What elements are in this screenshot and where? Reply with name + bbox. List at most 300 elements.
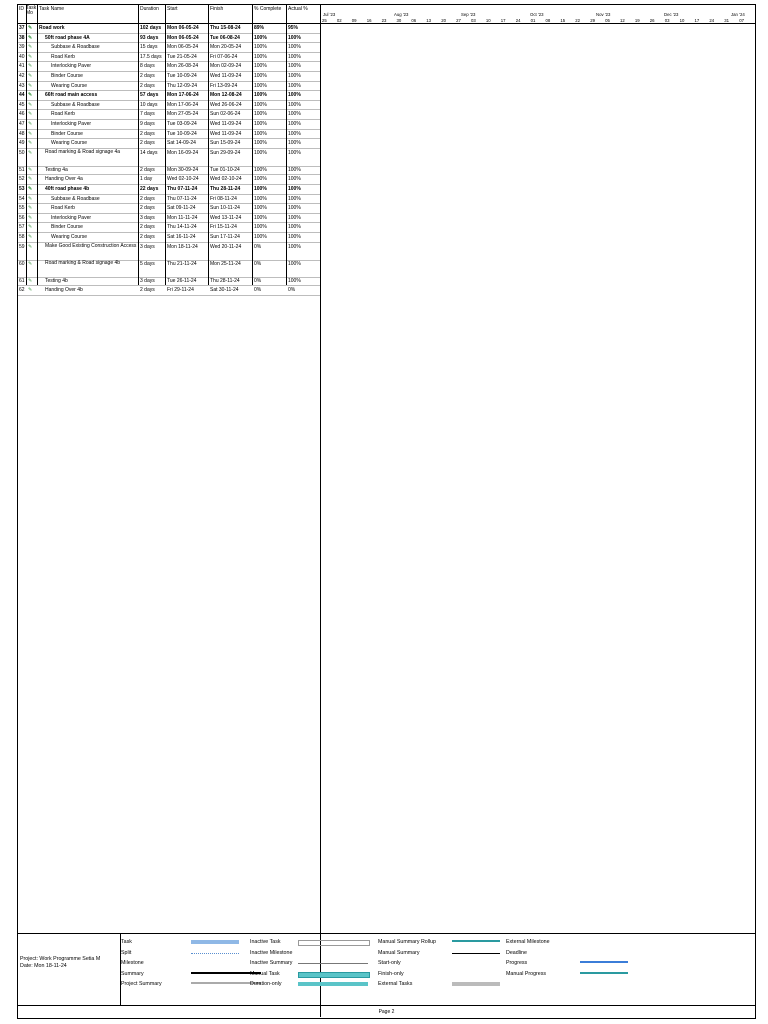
task-actual-pct: 100% <box>288 277 301 284</box>
legend-label: Manual Progress <box>506 970 547 977</box>
task-start: Mon 27-05-24 <box>167 111 199 118</box>
page-footer: Page 2 <box>18 1005 755 1018</box>
task-finish: Sun 10-11-24 <box>210 205 240 212</box>
header-id: ID <box>19 6 24 12</box>
project-name: Project: Work Programme Setia M <box>20 956 101 962</box>
task-mode-icon: ✎ <box>28 166 33 173</box>
timescale-week: 24 <box>709 18 715 23</box>
table-row[interactable] <box>18 185 321 195</box>
task-start: Mon 06-05-24 <box>167 44 199 51</box>
task-duration: 10 days <box>140 101 158 108</box>
task-duration: 2 days <box>140 82 155 89</box>
task-actual-pct: 100% <box>288 73 301 79</box>
table-row[interactable] <box>18 195 321 205</box>
task-pct-complete: 100% <box>254 111 267 118</box>
task-pct-complete: 100% <box>254 130 267 137</box>
timescale-week: 01 <box>530 18 536 23</box>
task-finish: Sun 15-09-24 <box>210 140 241 147</box>
header-actual: Actual % <box>288 6 308 12</box>
task-duration: 2 days <box>140 224 155 231</box>
task-start: Thu 21-11-24 <box>167 260 197 267</box>
table-row[interactable] <box>18 34 321 44</box>
task-start: Mon 30-09-24 <box>167 166 199 173</box>
task-duration: 2 days <box>140 205 155 212</box>
timescale-week: 26 <box>649 18 655 23</box>
header-mode: Task Mo <box>26 5 37 16</box>
task-start: Mon 17-06-24 <box>167 101 199 108</box>
task-mode-icon: ✎ <box>28 111 33 118</box>
task-pct-complete: 100% <box>254 140 267 147</box>
table-row[interactable] <box>18 91 321 101</box>
timescale-week: 30 <box>396 18 402 23</box>
task-name: Wearing Course <box>51 234 88 240</box>
task-finish: Wed 20-11-24 <box>210 243 242 250</box>
task-actual-pct: 100% <box>288 63 301 70</box>
task-mode-icon: ✎ <box>28 287 33 294</box>
timescale-week: 20 <box>441 18 446 23</box>
timescale-week: 09 <box>351 18 357 23</box>
table-row[interactable] <box>18 130 321 140</box>
timescale-month: Jan '24 <box>731 12 745 17</box>
task-duration: 3 days <box>140 243 155 250</box>
task-duration: 2 days <box>140 166 155 173</box>
task-actual-pct: 100% <box>288 111 301 118</box>
task-finish: Mon 12-08-24 <box>210 92 242 99</box>
legend <box>18 933 755 1006</box>
timescale-week: 25 <box>322 18 327 23</box>
table-row[interactable] <box>18 243 321 261</box>
timescale-month: Aug '23 <box>394 12 409 17</box>
task-mode-icon: ✎ <box>28 277 33 284</box>
timescale-week: 22 <box>575 18 581 23</box>
task-actual-pct: 100% <box>288 260 301 267</box>
legend-label: Manual Summary <box>378 949 420 956</box>
timescale-month: Dec '23 <box>664 12 679 17</box>
task-start: Tue 10-09-24 <box>167 73 197 79</box>
task-start: Mon 18-11-24 <box>167 243 198 250</box>
task-actual-pct: 100% <box>288 176 301 183</box>
legend-label: Split <box>121 949 132 956</box>
task-actual-pct: 100% <box>288 234 301 240</box>
timescale-week: 03 <box>471 18 476 23</box>
legend-swatch <box>452 940 500 942</box>
task-start: Tue 10-09-24 <box>167 130 197 137</box>
legend-label: Task <box>121 939 132 945</box>
task-finish: Tue 06-08-24 <box>210 34 240 41</box>
task-actual-pct: 100% <box>288 130 301 137</box>
row-id: 51 <box>19 166 25 173</box>
legend-label: External Milestone <box>506 939 550 945</box>
row-id: 60 <box>19 260 25 267</box>
task-name: Handing Over 4a <box>45 176 83 183</box>
task-mode-icon: ✎ <box>28 243 33 250</box>
task-mode-icon: ✎ <box>28 34 33 41</box>
table-row[interactable] <box>18 223 321 233</box>
timescale-month: Jul '23 <box>323 12 336 17</box>
row-id: 37 <box>19 25 25 31</box>
legend-item <box>378 937 436 948</box>
task-pct-complete: 100% <box>254 44 267 51</box>
timescale-week: 17 <box>694 18 700 23</box>
task-start: Tue 26-11-24 <box>167 277 197 284</box>
task-start: Fri 29-11-24 <box>167 287 194 294</box>
legend-item <box>378 969 436 980</box>
task-name: Interlocking Paver <box>51 121 92 127</box>
task-name: Binder Course <box>51 130 83 137</box>
task-mode-icon: ✎ <box>28 195 33 202</box>
row-id: 47 <box>19 121 25 127</box>
timescale-week: 16 <box>366 18 372 23</box>
table-row[interactable] <box>18 175 321 185</box>
table-row[interactable] <box>18 166 321 176</box>
task-duration: 2 days <box>140 140 155 147</box>
task-finish: Fri 13-09-24 <box>210 82 238 89</box>
task-actual-pct: 100% <box>288 92 301 99</box>
legend-label: Finish-only <box>378 970 404 977</box>
timescale <box>321 5 755 24</box>
legend-swatch <box>191 940 239 944</box>
task-actual-pct: 100% <box>288 44 301 51</box>
task-mode-icon: ✎ <box>28 140 33 147</box>
task-pct-complete: 100% <box>254 63 267 70</box>
task-finish: Wed 13-11-24 <box>210 214 242 221</box>
task-mode-icon: ✎ <box>28 130 33 137</box>
task-pct-complete: 0% <box>254 287 262 294</box>
task-name: 50ft road phase 4A <box>45 34 90 41</box>
task-duration: 3 days <box>140 214 155 221</box>
task-duration: 14 days <box>140 149 158 156</box>
task-name: Binder Course <box>51 73 83 79</box>
legend-item <box>121 958 162 969</box>
table-row[interactable] <box>18 214 321 224</box>
timescale-week: 05 <box>605 18 610 23</box>
header-start: Start <box>167 6 178 12</box>
task-pct-complete: 100% <box>254 34 267 41</box>
task-pct-complete: 89% <box>254 25 265 31</box>
task-finish: Fri 07-06-24 <box>210 53 238 60</box>
timescale-month: Nov '23 <box>596 12 611 17</box>
table-row[interactable] <box>18 82 321 92</box>
task-name: Wearing Course <box>51 82 88 89</box>
task-name: Binder Course <box>51 224 83 231</box>
task-start: Mon 11-11-24 <box>167 214 198 221</box>
task-mode-icon: ✎ <box>28 82 33 89</box>
timescale-week: 15 <box>560 18 566 23</box>
task-duration: 93 days <box>140 34 159 41</box>
task-pct-complete: 0% <box>254 243 262 250</box>
task-finish: Sun 29-09-24 <box>210 149 241 156</box>
task-mode-icon: ✎ <box>28 53 33 60</box>
table-row[interactable] <box>18 233 321 243</box>
row-id: 54 <box>19 195 25 202</box>
legend-label: Start-only <box>378 960 401 967</box>
timescale-week: 07 <box>739 18 744 23</box>
task-name: Interlocking Paver <box>51 214 92 221</box>
task-start: Tue 03-09-24 <box>167 121 197 127</box>
task-duration: 8 days <box>140 63 155 70</box>
task-mode-icon: ✎ <box>28 121 33 127</box>
timescale-week: 17 <box>500 18 506 23</box>
table-row[interactable] <box>18 120 321 130</box>
legend-item <box>378 948 436 959</box>
header-name: Task Name <box>39 6 65 12</box>
row-id: 53 <box>19 186 25 192</box>
task-finish: Mon 20-05-24 <box>210 44 242 51</box>
task-mode-icon: ✎ <box>28 92 33 99</box>
legend-label: Deadline <box>506 949 527 956</box>
table-row[interactable] <box>18 110 321 120</box>
task-pct-complete: 100% <box>254 234 267 240</box>
task-pct-complete: 100% <box>254 224 267 231</box>
task-mode-icon: ✎ <box>28 224 33 231</box>
task-actual-pct: 100% <box>288 101 301 108</box>
project-info <box>20 956 120 970</box>
task-pct-complete: 0% <box>254 277 262 284</box>
table-row[interactable] <box>18 149 321 167</box>
task-finish: Thu 28-11-24 <box>210 186 241 192</box>
row-id: 62 <box>19 287 25 294</box>
task-mode-icon: ✎ <box>28 186 33 192</box>
task-start: Mon 26-08-24 <box>167 63 199 70</box>
row-id: 50 <box>19 149 25 156</box>
row-id: 49 <box>19 140 25 147</box>
project-date: Date: Mon 18-11-24 <box>20 963 67 969</box>
row-id: 48 <box>19 130 25 137</box>
task-name: Road Kerb <box>51 53 75 60</box>
table-row[interactable] <box>18 139 321 149</box>
row-id: 57 <box>19 224 25 231</box>
task-name: Wearing Course <box>51 140 88 147</box>
row-id: 52 <box>19 176 25 183</box>
task-actual-pct: 100% <box>288 34 301 41</box>
header-duration: Duration <box>140 6 159 12</box>
legend-label: Inactive Summary <box>250 960 293 967</box>
task-actual-pct: 100% <box>288 243 301 250</box>
task-name: Subbase & Roadbase <box>51 195 100 202</box>
timescale-week: 13 <box>426 18 432 23</box>
task-actual-pct: 100% <box>288 195 301 202</box>
table-row[interactable] <box>18 53 321 63</box>
legend-swatch <box>191 953 239 954</box>
task-name: Subbase & Roadbase <box>51 44 100 51</box>
row-id: 61 <box>19 277 25 284</box>
legend-item <box>121 979 162 990</box>
task-duration: 57 days <box>140 92 159 99</box>
task-mode-icon: ✎ <box>28 205 33 212</box>
header-finish: Finish <box>210 6 224 12</box>
legend-item <box>506 958 550 969</box>
task-finish: Wed 11-09-24 <box>210 73 242 79</box>
row-id: 44 <box>19 92 25 99</box>
timescale-week: 02 <box>336 18 342 23</box>
task-start: Tue 21-05-24 <box>167 53 197 60</box>
legend-col-3 <box>378 937 436 990</box>
timescale-week: 06 <box>411 18 417 23</box>
task-finish: Wed 26-06-24 <box>210 101 242 108</box>
task-duration: 2 days <box>140 234 155 240</box>
timescale-month: Oct '23 <box>530 12 544 17</box>
task-pct-complete: 100% <box>254 214 267 221</box>
timescale-week: 29 <box>590 18 595 23</box>
task-finish: Thu 15-08-24 <box>210 25 241 31</box>
legend-swatch <box>298 972 370 978</box>
legend-item <box>250 937 292 948</box>
task-finish: Tue 01-10-24 <box>210 166 240 173</box>
table-row[interactable] <box>18 24 321 34</box>
task-name: Testing 4b <box>45 277 68 284</box>
gantt-page <box>17 4 756 1019</box>
legend-item <box>378 958 436 969</box>
task-pct-complete: 100% <box>254 101 267 108</box>
legend-item <box>250 958 292 969</box>
timescale-week: 10 <box>485 18 491 23</box>
table-row[interactable] <box>18 101 321 111</box>
legend-swatch <box>452 953 500 954</box>
legend-item <box>506 948 550 959</box>
row-id: 45 <box>19 101 25 108</box>
row-id: 38 <box>19 34 25 41</box>
task-finish: Wed 02-10-24 <box>210 176 242 183</box>
task-pct-complete: 100% <box>254 195 267 202</box>
row-id: 42 <box>19 73 25 79</box>
row-id: 43 <box>19 82 25 89</box>
timescale-week: 08 <box>545 18 551 23</box>
task-name: Road marking & Road signage 4b <box>45 259 121 266</box>
task-pct-complete: 100% <box>254 176 267 183</box>
task-start: Thu 07-11-24 <box>167 195 197 202</box>
task-actual-pct: 0% <box>288 287 296 294</box>
task-name: Road Kerb <box>51 111 75 118</box>
task-duration: 17.5 days <box>140 53 162 60</box>
task-start: Sat 14-09-24 <box>167 140 196 147</box>
task-finish: Fri 15-11-24 <box>210 224 237 231</box>
task-actual-pct: 95% <box>288 25 299 31</box>
table-row[interactable] <box>18 204 321 214</box>
timescale-week: 27 <box>456 18 461 23</box>
task-actual-pct: 100% <box>288 149 301 156</box>
table-row[interactable] <box>18 277 321 287</box>
timescale-week: 24 <box>515 18 521 23</box>
task-start: Sat 16-11-24 <box>167 234 196 240</box>
timescale-week: 12 <box>620 18 625 23</box>
task-start: Mon 06-05-24 <box>167 25 199 31</box>
task-name: Handing Over 4b <box>45 287 83 294</box>
legend-col-2 <box>250 937 292 990</box>
timescale-week: 10 <box>679 18 685 23</box>
task-actual-pct: 100% <box>288 214 301 221</box>
table-row[interactable] <box>18 62 321 72</box>
task-finish: Sat 30-11-24 <box>210 287 239 294</box>
task-mode-icon: ✎ <box>28 63 33 70</box>
legend-swatch <box>298 982 368 986</box>
legend-label: Inactive Task <box>250 939 281 945</box>
timescale-month: Sep '23 <box>461 12 476 17</box>
row-id: 39 <box>19 44 25 51</box>
task-duration: 2 days <box>140 73 155 79</box>
legend-label: Milestone <box>121 960 144 967</box>
task-mode-icon: ✎ <box>28 234 33 240</box>
task-name: Testing 4a <box>45 166 68 173</box>
task-start: Thu 07-11-24 <box>167 186 198 192</box>
legend-label: Summary <box>121 970 144 977</box>
task-mode-icon: ✎ <box>28 176 33 183</box>
timescale-week: 23 <box>381 18 387 23</box>
task-pct-complete: 0% <box>254 260 262 267</box>
task-actual-pct: 100% <box>288 186 301 192</box>
table-header <box>18 5 321 24</box>
task-name: 66ft road main access <box>45 92 98 99</box>
task-start: Mon 06-05-24 <box>167 34 199 41</box>
header-pct: % Complete <box>254 6 282 12</box>
task-duration: 22 days <box>140 186 159 192</box>
task-name: Make Good Existing Construction Access <box>45 242 137 249</box>
timescale-week: 03 <box>664 18 670 23</box>
row-id: 40 <box>19 53 25 60</box>
legend-label: Progress <box>506 960 528 967</box>
task-finish: Mon 02-09-24 <box>210 63 242 70</box>
task-pct-complete: 100% <box>254 92 267 99</box>
legend-item <box>250 979 292 990</box>
task-mode-icon: ✎ <box>28 44 33 51</box>
task-name: Interlocking Paver <box>51 63 92 70</box>
legend-swatch <box>580 972 628 974</box>
row-id: 41 <box>19 63 25 70</box>
table-row[interactable] <box>18 286 321 296</box>
task-finish: Wed 11-09-24 <box>210 130 242 137</box>
legend-label: Duration-only <box>250 981 282 988</box>
legend-label: Inactive Milestone <box>250 949 293 956</box>
legend-item <box>506 937 550 948</box>
legend-label: External Tasks <box>378 981 413 988</box>
task-duration: 3 days <box>140 277 155 284</box>
task-actual-pct: 100% <box>288 140 301 147</box>
legend-item <box>250 969 292 980</box>
table-row[interactable] <box>18 260 321 278</box>
legend-swatch <box>580 961 628 963</box>
task-pct-complete: 100% <box>254 82 267 89</box>
task-actual-pct: 100% <box>288 121 301 127</box>
task-start: Sat 09-11-24 <box>167 205 196 212</box>
row-id: 46 <box>19 111 25 118</box>
task-duration: 1 day <box>140 176 153 183</box>
task-mode-icon: ✎ <box>28 214 33 221</box>
legend-item <box>121 937 162 948</box>
legend-swatch <box>298 940 370 946</box>
task-actual-pct: 100% <box>288 205 301 212</box>
legend-swatch <box>298 963 368 964</box>
task-actual-pct: 100% <box>288 82 301 89</box>
task-duration: 2 days <box>140 287 155 294</box>
row-id: 58 <box>19 234 25 240</box>
task-name: Road work <box>39 25 65 31</box>
legend-label: Manual Task <box>250 970 280 977</box>
legend-swatch <box>452 982 500 986</box>
task-duration: 2 days <box>140 130 155 137</box>
task-mode-icon: ✎ <box>28 25 33 31</box>
task-finish: Fri 08-11-24 <box>210 195 237 202</box>
task-pct-complete: 100% <box>254 205 267 212</box>
task-duration: 5 days <box>140 260 155 267</box>
task-name: Road Kerb <box>51 205 75 212</box>
table-row[interactable] <box>18 72 321 82</box>
task-pct-complete: 100% <box>254 121 267 127</box>
task-duration: 7 days <box>140 111 155 118</box>
legend-item <box>378 979 436 990</box>
task-finish: Sun 02-06-24 <box>210 111 241 118</box>
legend-item <box>506 969 550 980</box>
table-row[interactable] <box>18 43 321 53</box>
task-actual-pct: 100% <box>288 166 301 173</box>
